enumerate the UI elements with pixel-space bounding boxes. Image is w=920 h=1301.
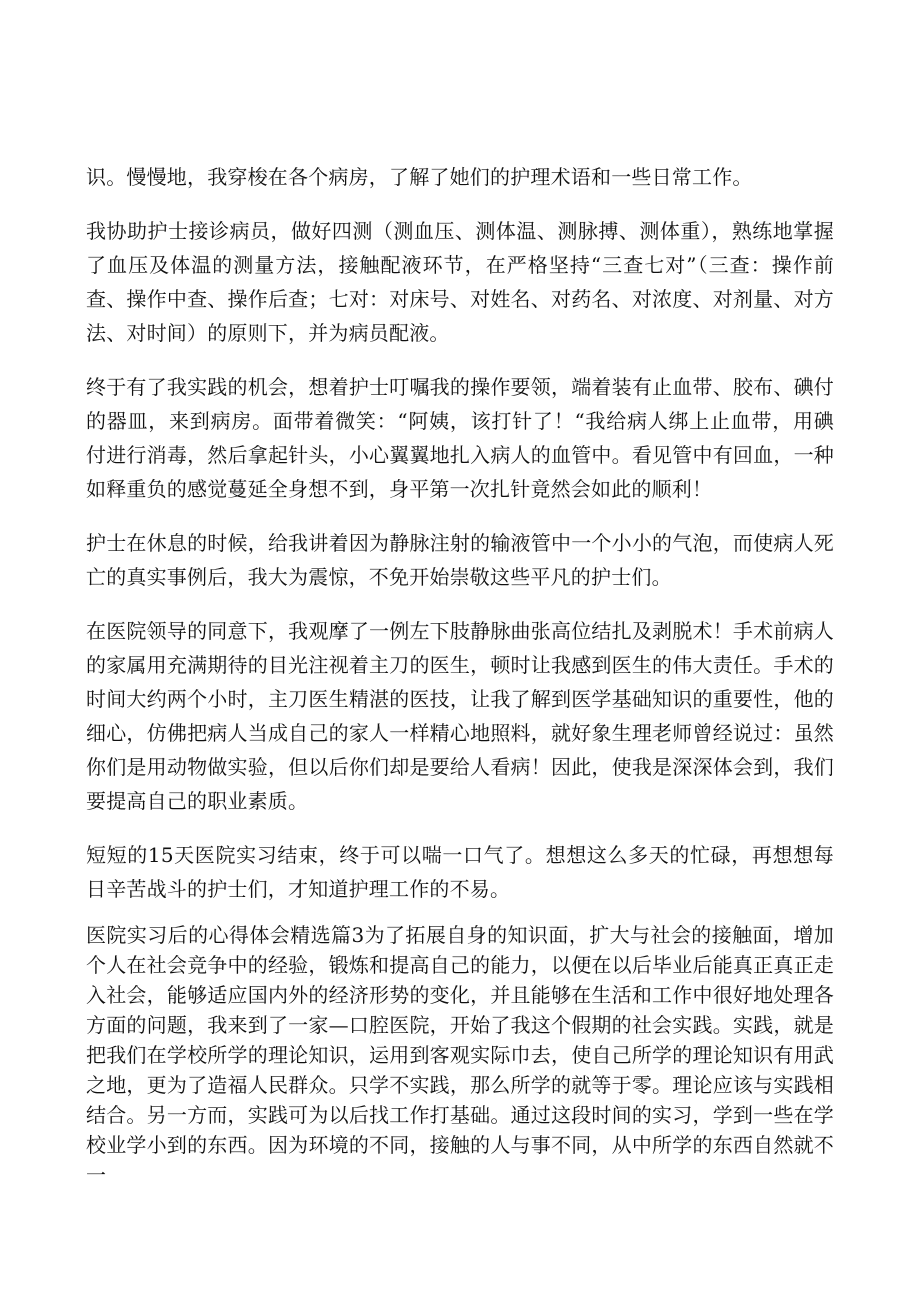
paragraph-5: 在医院领导的同意下，我观摩了一例左下肢静脉曲张高位结扎及剥脱术！手术前病人的家属用充满期待的目光注视着主刀的医生，顿时让我感到医生的伟大责任。手术的时间大约两个小时，主刀医生精湛的医技，让我了解到医学基础知识的重要性，他的细心，仿佛把病人当成自己的家人一样精心地照料，就好象生理老师曾经说过：虽然你们是用动物做实验，但以后你们却是要给人看病！因此，使我是深深体会到，我们要提高自己的职业素质。 [86, 619, 834, 813]
paragraph-1: 识。慢慢地，我穿梭在各个病房，了解了她们的护理术语和一些日常工作。 [86, 165, 753, 189]
paragraph-2: 我协助护士接诊病员，做好四测（测血压、测体温、测脉搏、测体重），熟练地掌握了血压及体温的测量方法，接触配液环节，在严格坚持“三查七对”（三查：操作前查、操作中查、操作后查；七对：对床号、对姓名、对药名、对浓度、对剂量、对方法、对时间）的原则下，并为病员配液。 [86, 219, 834, 345]
paragraph-4: 护士在休息的时候，给我讲着因为静脉注射的输液管中一个小小的气泡，而使病人死亡的真实事例后，我大为震惊，不免开始崇敬这些平凡的护士们。 [86, 531, 834, 589]
document-body [86, 160, 834, 1190]
paragraph-7: 医院实习后的心得体会精选篇3为了拓展自身的知识面，扩大与社会的接触面，增加个人在社会竞争中的经验，锻炼和提高自己的能力，以便在以后毕业后能真正真正走入社会，能够适应国内外的经济形势的变化，并且能够在生活和工作中很好地处理各方面的问题，我来到了一家—口腔医院，开始了我这个假期的社会实践。实践，就是把我们在学校所学的理论知识，运用到客观实际巾去，使自己所学的理论知识有用武之地，更为了造福人民群众。只学不实践，那么所学的就等于零。理论应该与实践相结合。另一方而，实践可为以后找工作打基础。通过这段时间的实习，学到一些在学校业学小到的东西。因为环境的不同，接触的人与事不同，从中所学的东西自然就不一 [86, 923, 834, 1187]
paragraph-6: 短短的15天医院实习结束，终于可以喘一口气了。想想这么多天的忙碌，再想想每日辛苦战斗的护士们，才知道护理工作的不易。 [86, 843, 834, 901]
paragraph-3: 终于有了我实践的机会，想着护士叮嘱我的操作要领，端着装有止血带、胶布、碘付的器皿，来到病房。面带着微笑：“阿姨，该打针了！“我给病人绑上止血带，用碘付进行消毒，然后拿起针头，小心翼翼地扎入病人的血管中。看见管中有回血，一种如释重负的感觉蔓延全身想不到，身平第一次扎针竟然会如此的顺利！ [86, 375, 834, 501]
